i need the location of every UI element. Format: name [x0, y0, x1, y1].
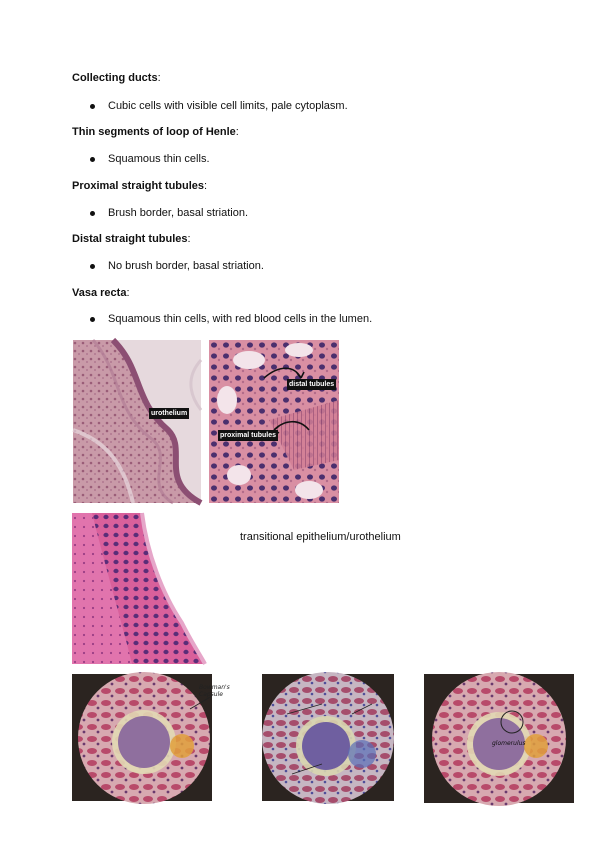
transitional-epithelium-art: [72, 513, 215, 664]
bullet-dot: [90, 157, 95, 162]
heading-thin-segments: Thin segments of loop of Henle:: [72, 126, 239, 138]
heading-distal-straight: Distal straight tubules:: [72, 233, 191, 245]
tubules-micrograph: [209, 340, 339, 503]
kidney-cortex-micrograph-2: [262, 674, 394, 801]
proximal-tubules-label: proximal tubules: [220, 432, 277, 439]
heading-proximal-straight: Proximal straight tubules:: [72, 180, 208, 192]
bullet-dot: [90, 104, 95, 109]
bullet-dot: [90, 211, 95, 216]
tubules-micrograph-art: [209, 340, 339, 503]
kidney-cortex-art-2: [262, 674, 394, 801]
kidney-cortex-micrograph-1: [72, 674, 230, 801]
kidney-cortex-art-3: [424, 674, 574, 803]
kidney-cortex-micrograph-3: [424, 674, 574, 803]
bullet-collecting-ducts: Cubic cells with visible cell limits, pale cytoplasm.: [90, 100, 348, 112]
bullet-vasa-recta: Squamous thin cells, with red blood cells in the lumen.: [90, 313, 372, 325]
caption-transitional-epithelium: transitional epithelium/urothelium: [240, 531, 401, 543]
transitional-epithelium-micrograph: [72, 513, 215, 664]
heading-collecting-ducts: Collecting ducts:: [72, 72, 161, 84]
bullet-thin-segments: Squamous thin cells.: [90, 153, 210, 165]
distal-tubules-label: distal tubules: [289, 381, 335, 388]
bullet-dot: [90, 317, 95, 322]
bullet-proximal-straight: Brush border, basal striation.: [90, 207, 248, 219]
bowman-capsule-label: Bowman's Capsule: [199, 684, 230, 698]
heading-vasa-recta: Vasa recta:: [72, 287, 130, 299]
glomerulus-label: glomerulus: [492, 740, 526, 747]
bullet-distal-straight: No brush border, basal striation.: [90, 260, 264, 272]
bullet-dot: [90, 264, 95, 269]
urothelium-label: urothelium: [151, 410, 188, 417]
urothelium-micrograph: [73, 340, 201, 503]
urothelium-micrograph-art: [73, 340, 201, 503]
